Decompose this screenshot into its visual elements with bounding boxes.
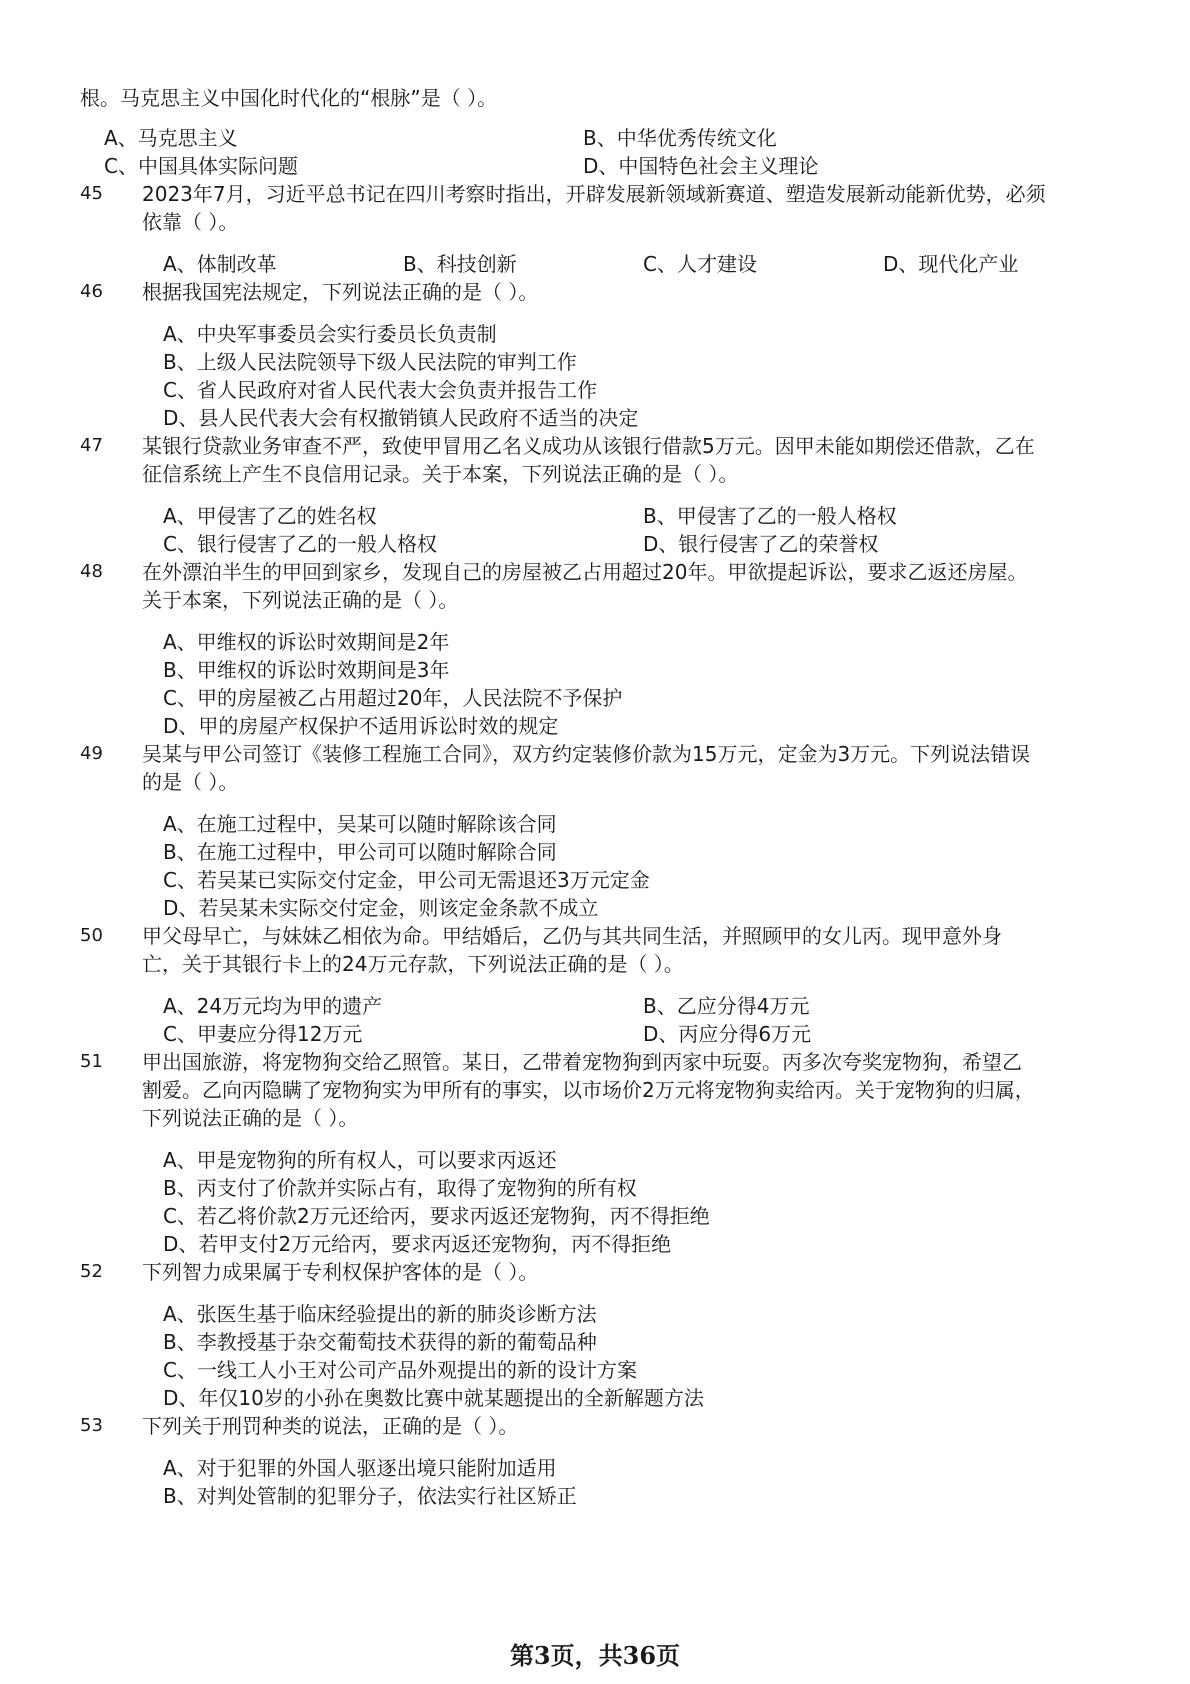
question-stem-line: 甲父母早亡，与妹妹乙相依为命。甲结婚后，乙仍与其共同生活，并照顾甲的女儿丙。现甲意外身 [142, 924, 1002, 948]
option-d: D、丙应分得6万元 [643, 1022, 812, 1046]
option-d: D、银行侵害了乙的荣誉权 [643, 532, 879, 556]
question-stem-line: 2023年7月，习近平总书记在四川考察时指出，开辟发展新领域新赛道、塑造发展新动能新优势，必须 [142, 182, 1046, 206]
question-number: 45 [80, 183, 103, 204]
question-number: 53 [80, 1415, 103, 1436]
question-stem-line: 下列关于刑罚种类的说法，正确的是（ ）。 [142, 1414, 519, 1438]
question-stem-line: 依靠（ ）。 [142, 210, 239, 234]
option-b: B、李教授基于杂交葡萄技术获得的新的葡萄品种 [163, 1330, 597, 1354]
option-c: C、省人民政府对省人民代表大会负责并报告工作 [163, 378, 597, 402]
option-d: D、年仅10岁的小孙在奥数比赛中就某题提出的全新解题方法 [163, 1386, 704, 1410]
option-c: C、人才建设 [643, 252, 757, 276]
question-stem-line: 的是（ ）。 [142, 770, 239, 794]
question-stem-line: 根据我国宪法规定，下列说法正确的是（ ）。 [142, 280, 539, 304]
option-c: C、若吴某已实际交付定金，甲公司无需退还3万元定金 [163, 868, 650, 892]
question-number: 48 [80, 561, 103, 582]
option-b: B、上级人民法院领导下级人民法院的审判工作 [163, 350, 577, 374]
option-a: A、24万元均为甲的遗产 [163, 994, 383, 1018]
option-a: A、中央军事委员会实行委员长负责制 [163, 322, 497, 346]
option-d: D、若甲支付2万元给丙，要求丙返还宠物狗，丙不得拒绝 [163, 1232, 672, 1256]
question-stem-line: 割爱。乙向丙隐瞒了宠物狗实为甲所有的事实，以市场价2万元将宠物狗卖给丙。关于宠物狗的归属， [142, 1078, 1035, 1102]
option-a: A、马克思主义 [104, 126, 238, 150]
option-a: A、张医生基于临床经验提出的新的肺炎诊断方法 [163, 1302, 597, 1326]
option-c: C、银行侵害了乙的一般人格权 [163, 532, 437, 556]
option-c: C、甲的房屋被乙占用超过20年，人民法院不予保护 [163, 686, 623, 710]
question-stem-line: 甲出国旅游，将宠物狗交给乙照管。某日，乙带着宠物狗到丙家中玩耍。丙多次夸奖宠物狗，希望乙 [142, 1050, 1022, 1074]
option-a: A、对于犯罪的外国人驱逐出境只能附加适用 [163, 1456, 557, 1480]
option-d: D、中国特色社会主义理论 [583, 154, 819, 178]
question-stem-line: 下列智力成果属于专利权保护客体的是（ ）。 [142, 1260, 539, 1284]
option-a: A、甲维权的诉讼时效期间是2年 [163, 630, 450, 654]
option-a: A、甲侵害了乙的姓名权 [163, 504, 377, 528]
page-footer: 第3页，共36页 [509, 1641, 681, 1670]
option-b: B、中华优秀传统文化 [583, 126, 777, 150]
option-b: B、在施工过程中，甲公司可以随时解除合同 [163, 840, 557, 864]
question-stem-line: 亡，关于其银行卡上的24万元存款，下列说法正确的是（ ）。 [142, 952, 684, 976]
option-b: B、甲侵害了乙的一般人格权 [643, 504, 897, 528]
option-a: A、在施工过程中，吴某可以随时解除该合同 [163, 812, 557, 836]
intro-line: 根。马克思主义中国化时代化的“根脉”是（ ）。 [80, 86, 498, 110]
question-stem-line: 某银行贷款业务审查不严，致使甲冒用乙名义成功从该银行借款5万元。因甲未能如期偿还借款，乙在 [142, 434, 1035, 458]
option-c: C、一线工人小王对公司产品外观提出的新的设计方案 [163, 1358, 637, 1382]
option-d: D、现代化产业 [883, 252, 1019, 276]
option-d: D、县人民代表大会有权撤销镇人民政府不适当的决定 [163, 406, 639, 430]
option-b: B、对判处管制的犯罪分子，依法实行社区矫正 [163, 1484, 577, 1508]
option-b: B、甲维权的诉讼时效期间是3年 [163, 658, 450, 682]
question-number: 47 [80, 435, 103, 456]
question-number: 46 [80, 281, 103, 302]
question-stem-line: 关于本案，下列说法正确的是（ ）。 [142, 588, 459, 612]
question-number: 50 [80, 925, 103, 946]
question-stem-line: 在外漂泊半生的甲回到家乡，发现自己的房屋被乙占用超过20年。甲欲提起诉讼，要求乙返还房屋。 [142, 560, 1028, 584]
option-c: C、中国具体实际问题 [104, 154, 298, 178]
option-d: D、若吴某未实际交付定金，则该定金条款不成立 [163, 896, 599, 920]
question-number: 49 [80, 743, 103, 764]
question-number: 51 [80, 1051, 103, 1072]
option-b: B、丙支付了价款并实际占有，取得了宠物狗的所有权 [163, 1176, 637, 1200]
option-a: A、体制改革 [163, 252, 277, 276]
option-b: B、科技创新 [403, 252, 517, 276]
question-number: 52 [80, 1261, 103, 1282]
question-stem-line: 下列说法正确的是（ ）。 [142, 1106, 359, 1130]
option-c: C、若乙将价款2万元还给丙，要求丙返还宠物狗，丙不得拒绝 [163, 1204, 710, 1228]
question-stem-line: 吴某与甲公司签订《装修工程施工合同》，双方约定装修价款为15万元，定金为3万元。下列说法错误 [142, 742, 1031, 766]
option-c: C、甲妻应分得12万元 [163, 1022, 363, 1046]
option-b: B、乙应分得4万元 [643, 994, 810, 1018]
option-d: D、甲的房屋产权保护不适用诉讼时效的规定 [163, 714, 559, 738]
option-a: A、甲是宠物狗的所有权人，可以要求丙返还 [163, 1148, 557, 1172]
question-stem-line: 征信系统上产生不良信用记录。关于本案，下列说法正确的是（ ）。 [142, 462, 739, 486]
